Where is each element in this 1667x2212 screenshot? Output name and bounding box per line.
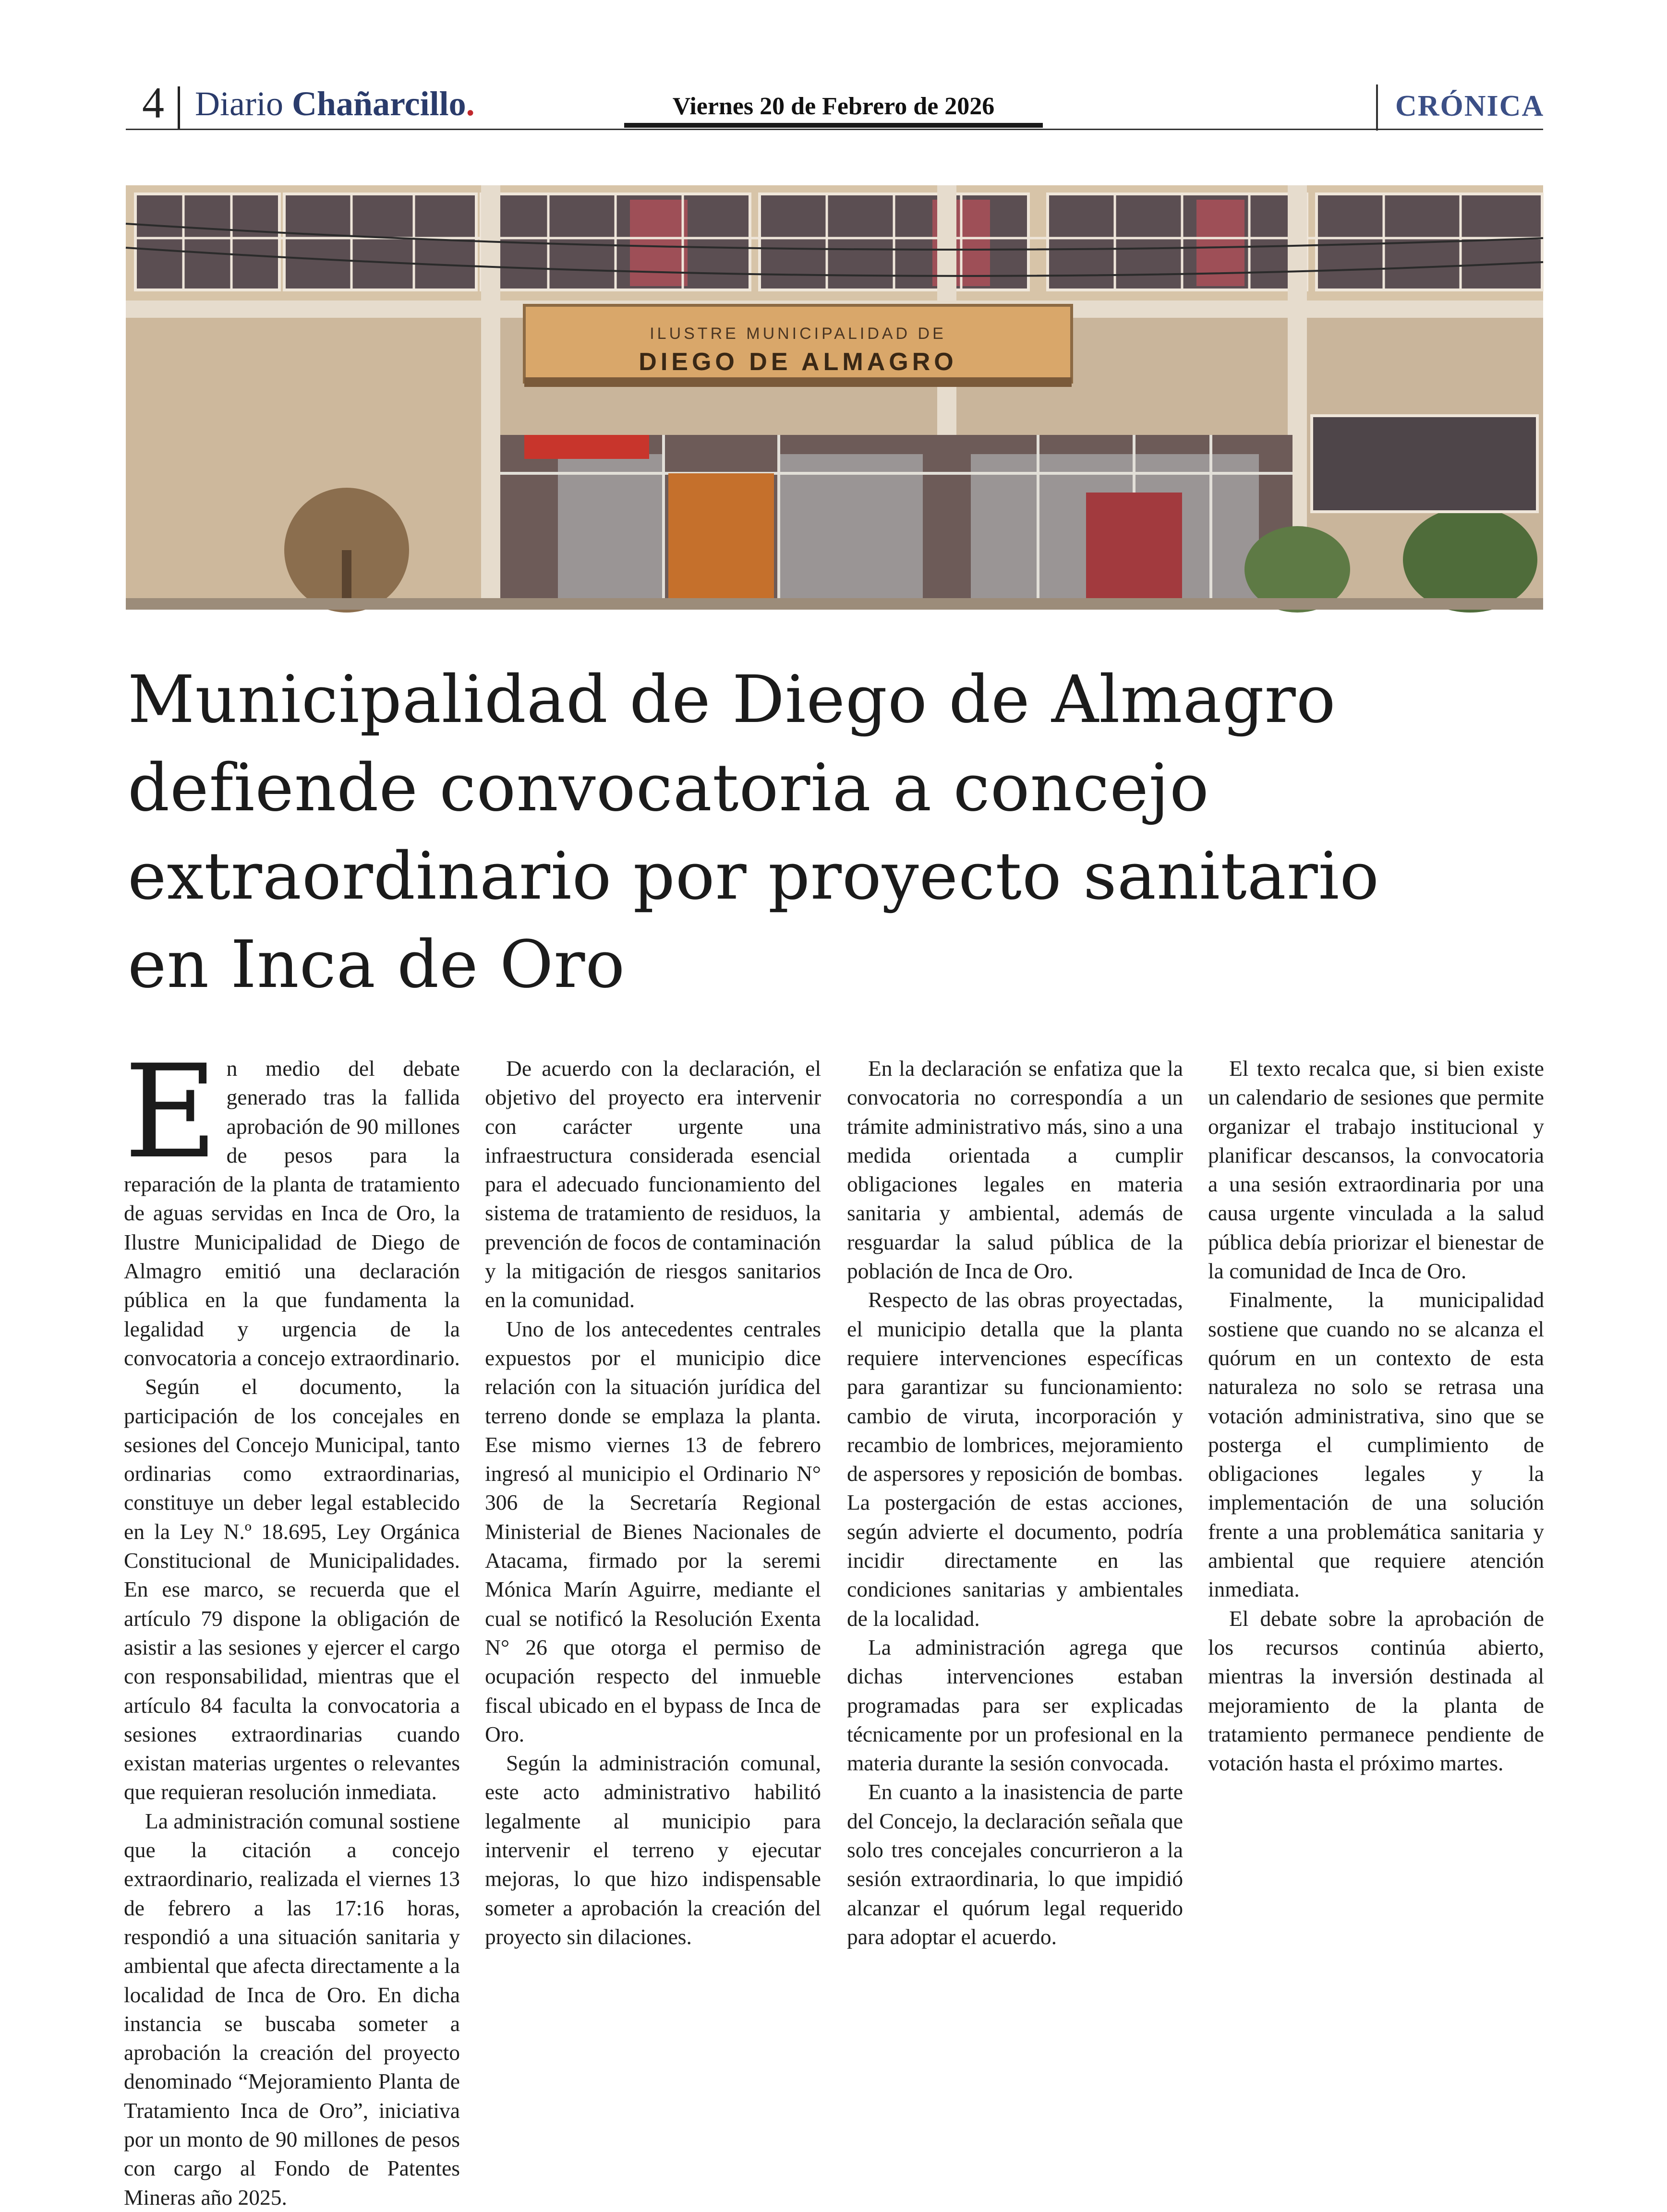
article-paragraph: n medio del debate generado tras la fallida aprobación de 90 millones de pesos para la reparación de la planta de tratamiento de aguas servidas en Inca de Oro, la Ilustre Municipalidad de Diego de Almagro emitió una declaración pública en la que fundamenta la legalidad y urgencia de la convocatoria a concejo extraordinario. bbox=[124, 1056, 460, 1370]
headline-line: extraordinario por proyecto sanitario bbox=[128, 839, 1380, 914]
masthead-prefix: Diario bbox=[195, 84, 292, 123]
article-paragraph: En cuanto a la inasistencia de parte del Concejo, la declaración señala que solo tres concejales concurrieron a la sesión extraordinaria, lo que impidió alcanzar el quórum legal requerido para adoptar el acuerdo. bbox=[847, 1779, 1183, 1949]
masthead-dot: . bbox=[466, 84, 475, 123]
article-column-3 bbox=[847, 1054, 1183, 2072]
municipal-building-photo bbox=[126, 185, 1543, 610]
article-paragraph: El debate sobre la aprobación de los recursos continúa abierto, mientras la inversión destinada al mejoramiento de la planta de tratamiento permanece pendiente de votación hasta el próximo martes. bbox=[1208, 1606, 1544, 1776]
article-paragraph: El texto recalca que, si bien existe un calendario de sesiones que permite organizar el trabajo institucional y planificar descansos, la convocatoria a una sesión extraordinaria por una causa urgente vinculada a la salud pública debía priorizar el bienestar de la comunidad de Inca de Oro. bbox=[1208, 1056, 1544, 1284]
section-divider bbox=[1376, 84, 1378, 131]
article-paragraph: De acuerdo con la declaración, el objetivo del proyecto era intervenir con carácter urgente una infraestructura considerada esencial para el adecuado funcionamiento del sistema de tratamiento de residuos, la prevención de focos de contaminación y la mitigación de riesgos sanitarios en la comunidad. bbox=[485, 1056, 821, 1312]
article-paragraph: Respecto de las obras proyectadas, el municipio detalla que la planta requiere intervenciones específicas para garantizar su funcionamiento: cambio de viruta, incorporación y recambio de lombrices, mejoramiento de aspersores y reposición de bombas. La postergación de estas acciones, según advierte el documento, podría incidir directamente en las condiciones sanitarias y ambientales de la localidad. bbox=[847, 1287, 1183, 1631]
section-label: CRÓNICA bbox=[1395, 90, 1545, 122]
article-paragraph: La administración comunal sostiene que la citación a concejo extraordinario, realizada el viernes 13 de febrero a las 17:16 horas, respondió a una situación sanitaria y ambiental que afecta directamente a la localidad de Inca de Oro. En dicha instancia se buscaba someter a aprobación la creación del proyecto denominado “Mejoramiento Planta de Tratamiento Inca de Oro”, iniciativa por un monto de 90 millones de pesos con cargo al Fondo de Patentes Mineras año 2025. bbox=[124, 1808, 460, 2210]
article-column-1 bbox=[124, 1037, 460, 2210]
article-headline bbox=[128, 656, 1539, 1009]
header-rule bbox=[126, 129, 1543, 130]
headline-line: Municipalidad de Diego de Almagro bbox=[128, 662, 1336, 738]
date-underline bbox=[624, 123, 1043, 128]
article-paragraph: La administración agrega que dichas intervenciones estaban programadas para ser explicadas técnicamente por un profesional en la materia durante la sesión convocada. bbox=[847, 1635, 1183, 1776]
building-sign-line2: DIEGO DE ALMAGRO bbox=[639, 348, 957, 376]
drop-cap: E bbox=[124, 1037, 218, 1187]
building-illustration bbox=[126, 185, 1543, 610]
newspaper-masthead bbox=[195, 86, 475, 121]
issue-date: Viernes 20 de Febrero de 2026 bbox=[672, 93, 995, 120]
article-paragraph: Finalmente, la municipalidad sostiene que cuando no se alcanza el quórum en un contexto de esta naturaleza no solo se retrasa una votación administrativa, sino que se posterga el cumplimiento de obligaciones legales y la implementación de una solución frente a una problemática sanitaria y ambiental que requiere atención inmediata. bbox=[1208, 1287, 1544, 1602]
header-divider bbox=[178, 86, 180, 130]
masthead-name: Chañarcillo bbox=[291, 84, 466, 123]
page-number: 4 bbox=[142, 78, 164, 127]
article-paragraph: Uno de los antecedentes centrales expuestos por el municipio dice relación con la situación jurídica del terreno donde se emplaza la planta. Ese mismo viernes 13 de febrero ingresó al municipio el Ordinario N° 306 de la Secretaría Regional Ministerial de Bienes Nacionales de Atacama, firmado por la seremi Mónica Marín Aguirre, mediante el cual se notificó la Resolución Exenta N° 26 que otorga el permiso de ocupación respecto del inmueble fiscal ubicado en el bypass de Inca de Oro. bbox=[485, 1316, 821, 1746]
article-column-2 bbox=[485, 1054, 821, 2072]
headline-line: defiende convocatoria a concejo bbox=[128, 750, 1209, 826]
article-paragraph: Según la administración comunal, este acto administrativo habilitó legalmente al municipio para intervenir el terreno y ejecutar mejoras, lo que hizo indispensable someter a aprobación la creación del proyecto sin dilaciones. bbox=[485, 1751, 821, 1949]
building-sign-line1: ILUSTRE MUNICIPALIDAD DE bbox=[650, 325, 946, 343]
article-paragraph: En la declaración se enfatiza que la convocatoria no correspondía a un trámite administrativo más, sino a una medida orientada a cumplir obligaciones legales en materia sanitaria y ambiental, además de resguardar la salud pública de la población de Inca de Oro. bbox=[847, 1056, 1183, 1284]
headline-line: en Inca de Oro bbox=[128, 927, 626, 1003]
article-paragraph: Según el documento, la participación de los concejales en sesiones del Concejo Municipal, tanto ordinarias como extraordinarias, constituye un deber legal establecido en la Ley N.º 18.695, Ley Orgánica Constitucional de Municipalidades. En ese marco, se recuerda que el artículo 79 dispone la obligación de asistir a las sesiones y ejercer el cargo con responsabilidad, mientras que el artículo 84 faculta la convocatoria a sesiones extraordinarias cuando existan materias urgentes o relevantes que requieran resolución inmediata. bbox=[124, 1374, 460, 1804]
article-column-4 bbox=[1208, 1054, 1544, 2072]
